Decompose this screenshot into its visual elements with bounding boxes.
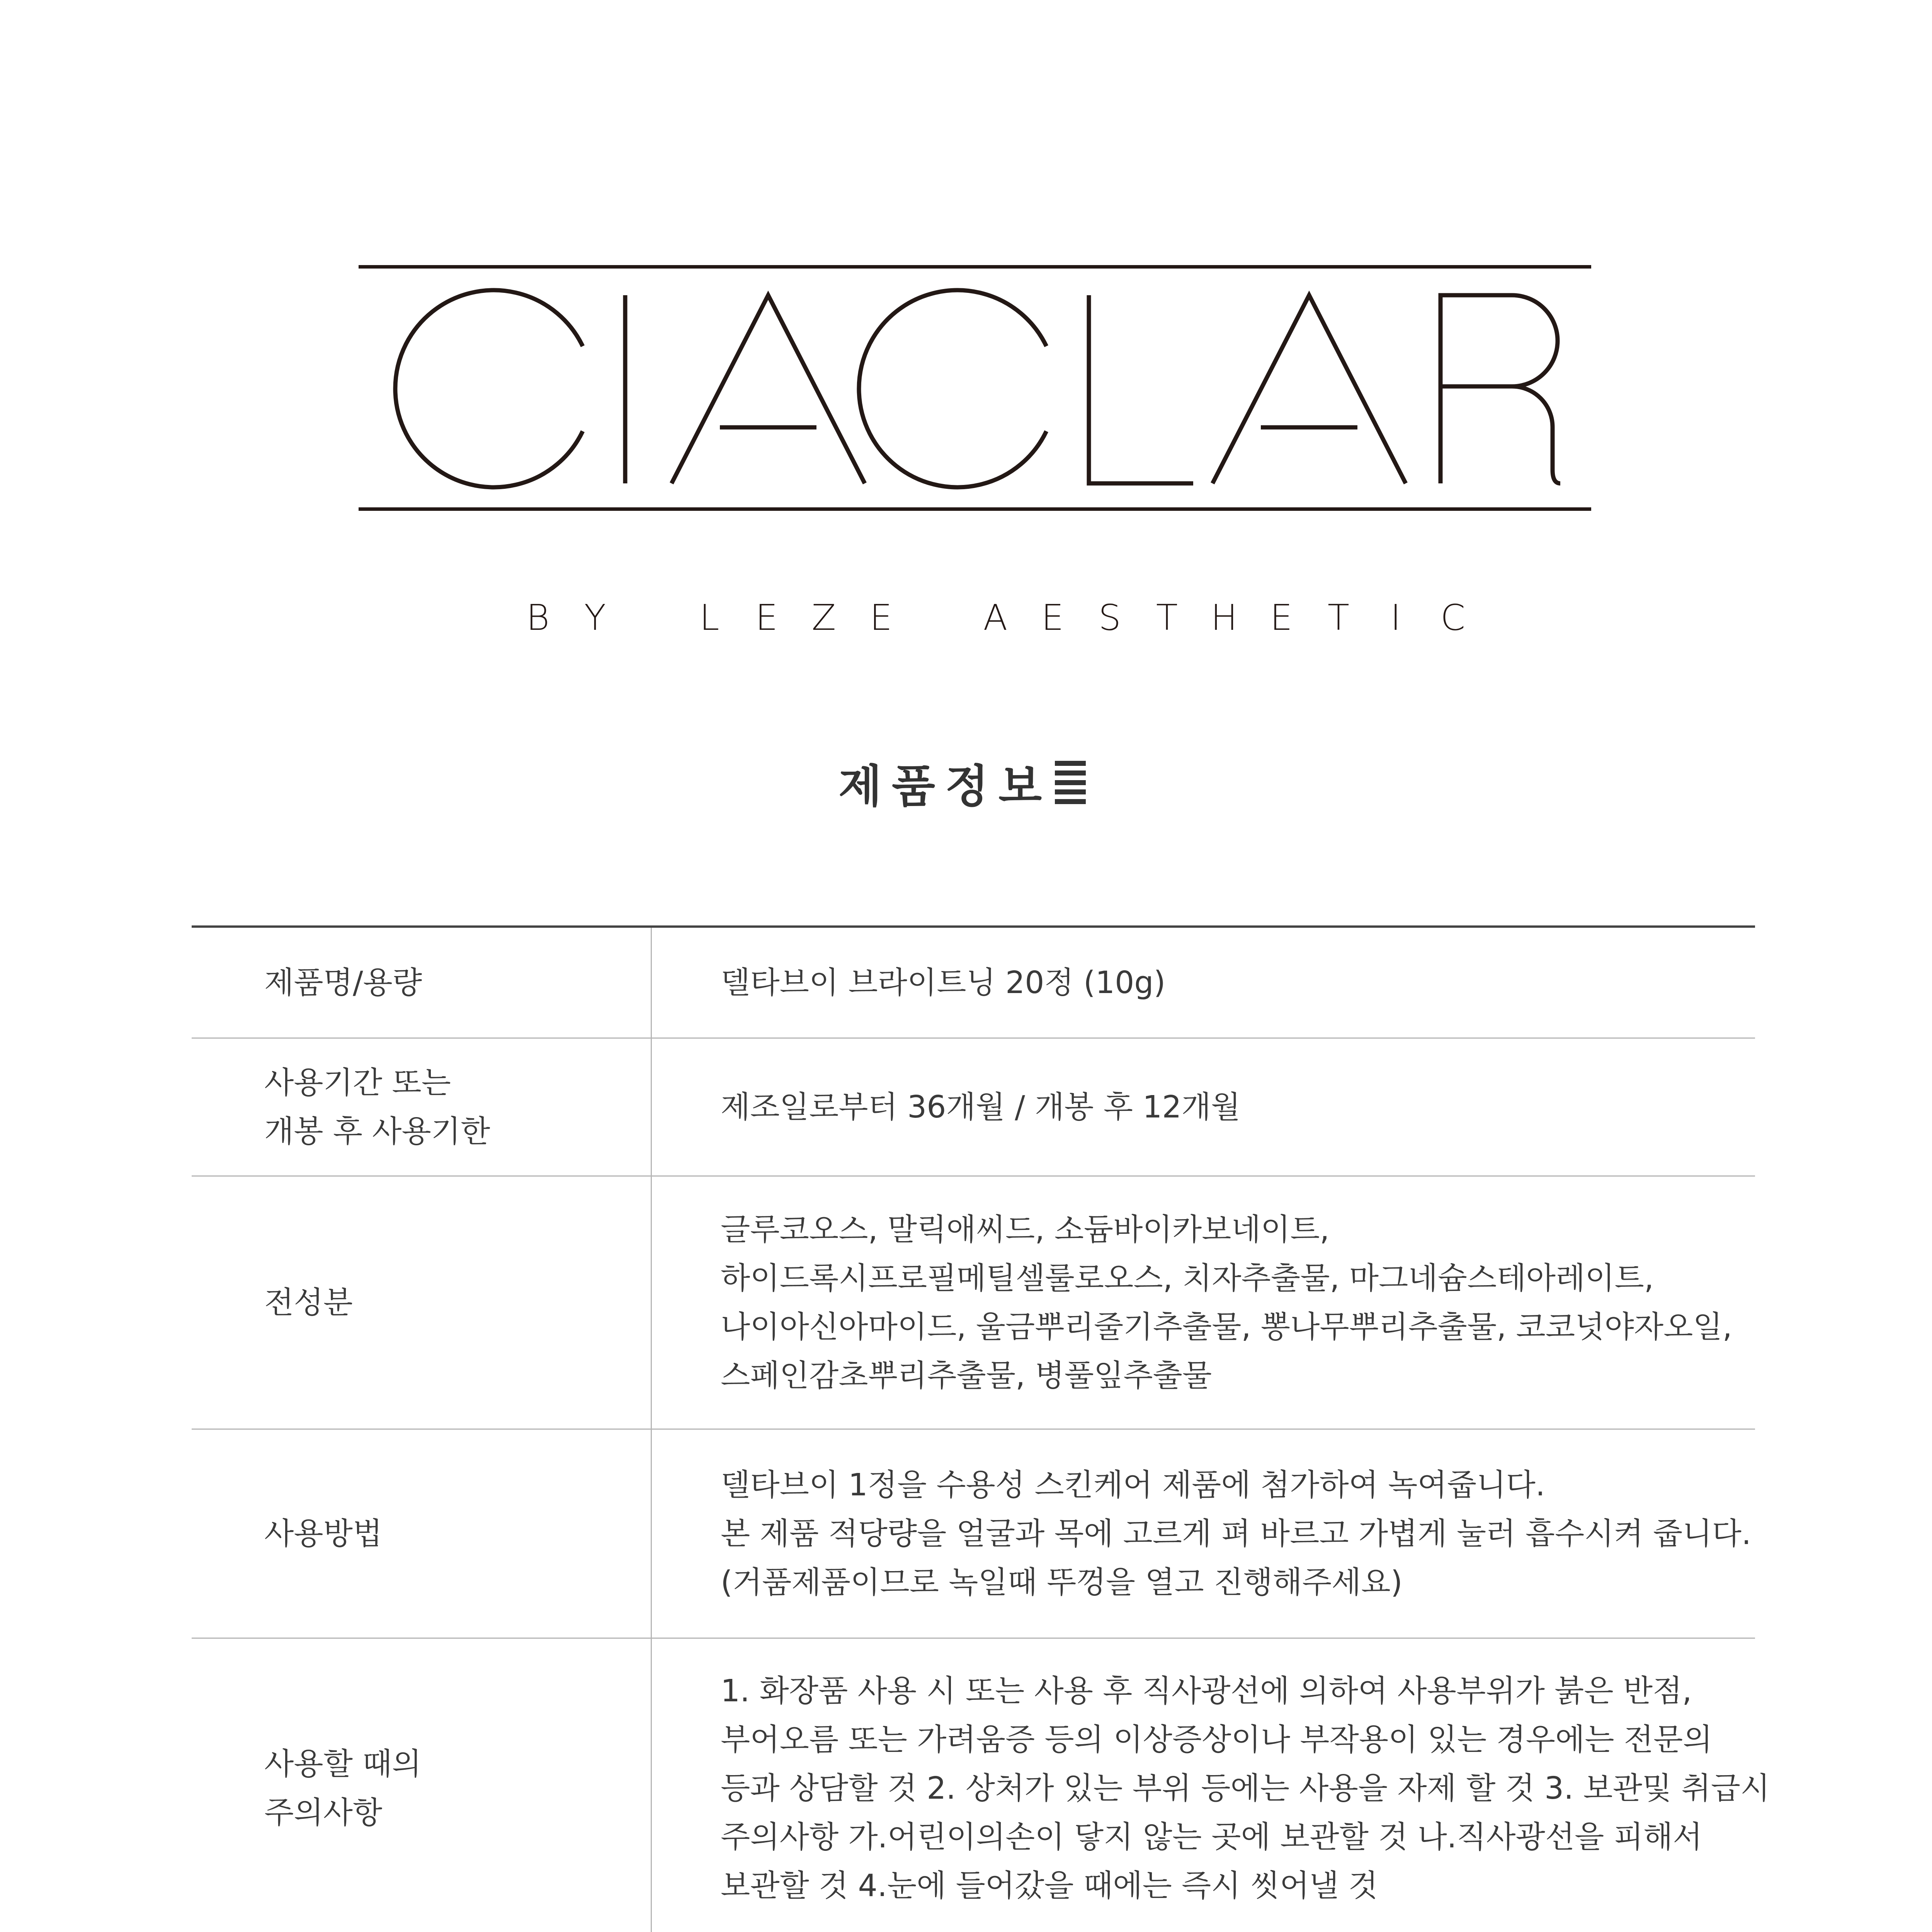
tagline-char: E [1270, 597, 1293, 638]
row-value-line: 스페인감초뿌리추출물, 병풀잎추출물 [721, 1357, 1212, 1393]
row-label [192, 927, 651, 1038]
row-label-line: 제품명/용량 [264, 964, 422, 1000]
row-value-line: 글루코오스, 말릭애씨드, 소듐바이카보네이트, [721, 1211, 1330, 1247]
tagline-char: B [526, 597, 550, 638]
tagline-char [910, 597, 967, 638]
tagline-char: S [1098, 597, 1121, 638]
row-value-line: (거품제품이므로 녹일때 뚜껑을 열고 진행해주세요) [721, 1564, 1403, 1600]
tagline-char: A [983, 597, 1008, 638]
row-value-line: 델타브이 1정을 수용성 스킨케어 제품에 첨가하여 녹여줍니다. [721, 1467, 1545, 1503]
tagline-char: L [699, 597, 719, 638]
section-title [838, 752, 1086, 813]
row-value-line: 본 제품 적당량을 얼굴과 목에 고르게 펴 바르고 가볍게 눌러 흡수시켜 줍니다. [721, 1515, 1752, 1551]
ciaclar-wordmark [359, 288, 1591, 489]
row-label-line: 사용할 때의 [264, 1746, 422, 1782]
brand-tagline [509, 597, 1466, 639]
row-value [651, 927, 1755, 1038]
tagline-char: Z [811, 597, 836, 638]
row-label-line: 전성분 [264, 1284, 353, 1320]
row-value-line: 하이드록시프로필메틸셀룰로오스, 치자추출물, 마그네슘스테아레이트, [721, 1260, 1654, 1296]
row-value-line: 나이아신아마이드, 울금뿌리줄기추출물, 뽕나무뿌리추출물, 코코넛야자오일, [721, 1309, 1732, 1345]
row-value-line: 등과 상담할 것 2. 상처가 있는 부위 등에는 사용을 자제 할 것 3. 보관및 취급시 [721, 1770, 1770, 1806]
row-label [192, 1176, 651, 1429]
tagline-char [624, 597, 681, 638]
row-label-line: 사용방법 [264, 1515, 383, 1551]
table-row [192, 1038, 1755, 1176]
row-value [651, 1638, 1770, 1932]
table-row [192, 1176, 1755, 1429]
row-value-line: 제조일로부터 36개월 / 개봉 후 12개월 [721, 1089, 1241, 1125]
tagline-char: E [869, 597, 893, 638]
table-row [192, 927, 1755, 1038]
tagline-char: E [755, 597, 778, 638]
logo-bottom-rule [359, 507, 1591, 511]
row-label [192, 1038, 651, 1176]
tagline-char: Y [584, 597, 606, 638]
row-label [192, 1429, 651, 1638]
tagline-char: H [1211, 597, 1238, 638]
tagline-char: T [1156, 597, 1178, 638]
logo-top-rule [359, 265, 1591, 269]
tagline-char: T [1327, 597, 1350, 638]
row-label-line: 개봉 후 사용기한 [264, 1113, 490, 1149]
row-value [651, 1429, 1755, 1638]
table-row [192, 1429, 1755, 1638]
row-value-line: 주의사항 가.어린이의손이 닿지 않는 곳에 보관할 것 나.직사광선을 피해서 [721, 1819, 1702, 1855]
row-value [651, 1038, 1755, 1176]
row-value-line: 델타브이 브라이트닝 20정 (10g) [721, 964, 1166, 1000]
row-value-line: 부어오름 또는 가려움증 등의 이상증상이나 부작용이 있는 경우에는 전문의 [721, 1721, 1713, 1757]
row-label-line: 주의사항 [264, 1794, 383, 1830]
table-row [192, 1638, 1755, 1932]
section-title-text: 제품정보 [838, 760, 1052, 813]
tagline-char: C [1440, 597, 1466, 638]
row-value [651, 1176, 1755, 1429]
row-label [192, 1638, 651, 1932]
row-label-line: 사용기간 또는 [264, 1065, 451, 1100]
brand-logo [359, 265, 1591, 511]
tagline-char: I [1390, 597, 1401, 638]
tagline-char: E [1041, 597, 1064, 638]
row-value-line: 1. 화장품 사용 시 또는 사용 후 직사광선에 의하여 사용부위가 붉은 반점, [721, 1673, 1692, 1709]
row-value-line: 보관할 것 4.눈에 들어갔을 때에는 즉시 씻어낼 것 [721, 1867, 1378, 1903]
product-info-table [192, 925, 1770, 1932]
list-icon [1055, 761, 1086, 804]
